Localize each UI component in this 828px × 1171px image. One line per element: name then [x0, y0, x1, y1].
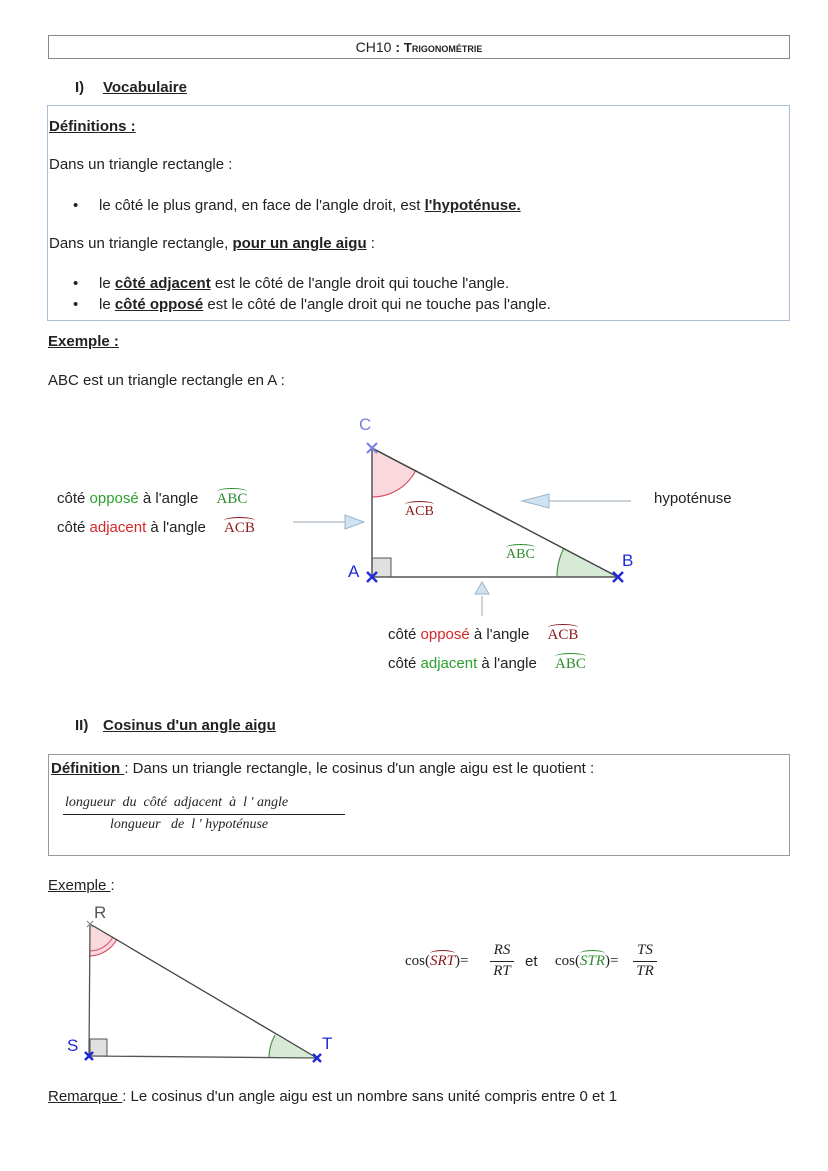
definitions-heading: Définitions :	[49, 118, 136, 135]
cos-str-denominator: TR	[636, 963, 654, 979]
chapter-title: Trigonométrie	[403, 40, 483, 55]
angle-acb-fill	[372, 448, 416, 497]
chapter-separator: :	[391, 39, 404, 55]
section-heading-cosinus	[75, 717, 276, 734]
hypotenuse-label: hypoténuse	[654, 490, 732, 507]
angle-acb-ref: ACB	[224, 520, 255, 536]
point-b-label: B	[622, 551, 634, 570]
left-label-line-2: côté adjacent à l'angle ACB	[57, 519, 255, 536]
cos-str-numerator: TS	[637, 942, 653, 958]
point-t-label: T	[322, 1034, 333, 1053]
bottom-label-line-2: côté adjacent à l'angle ABC	[388, 655, 586, 672]
section-number: II)	[75, 717, 89, 734]
definition-heading: Définition	[51, 760, 125, 777]
definitions-intro-1: Dans un triangle rectangle :	[49, 156, 233, 173]
fraction-denominator: longueur de l ' hypoténuse	[110, 817, 269, 832]
bullet-icon: •	[73, 296, 79, 313]
connector-et: et	[525, 953, 538, 970]
cos-srt-numerator: RS	[493, 942, 511, 958]
cosine-definition-text: Définition : Dans un triangle rectangle, le cosinus d'un angle aigu est le quotient :	[51, 760, 595, 777]
angle-abc-label: ABC	[506, 547, 535, 562]
point-r-label: R	[94, 903, 107, 922]
section-title: Vocabulaire	[103, 79, 187, 96]
left-label-line-1: côté opposé à l'angle ABC	[57, 490, 248, 507]
example-heading: Exemple :	[48, 333, 119, 350]
angle-acb-label: ACB	[405, 504, 434, 519]
fraction-numerator: longueur du côté adjacent à l ' angle	[65, 795, 289, 810]
cos-str-fraction-bar	[633, 961, 657, 962]
section-title: Cosinus d'un angle aigu	[103, 717, 276, 734]
remark: Remarque : Le cosinus d'un angle aigu est un nombre sans unité compris entre 0 et 1	[48, 1088, 618, 1105]
cosine-definition-box	[48, 754, 790, 856]
cos-srt-denominator: RT	[493, 963, 511, 979]
bottom-label-line-1: côté opposé à l'angle ACB	[388, 626, 579, 643]
example-2-heading: Exemple :	[48, 877, 115, 894]
point-a-label: A	[348, 562, 360, 581]
chapter-number: CH10	[355, 39, 392, 55]
angle-str-fill	[269, 1035, 317, 1058]
definitions-intro-2: Dans un triangle rectangle, pour un angle aigu :	[49, 235, 375, 252]
arrow-to-ac	[293, 515, 364, 529]
definition-bullet-adjacent: • le côté adjacent est le côté de l'angle droit qui touche l'angle.	[73, 275, 510, 292]
angle-str: STR	[580, 953, 606, 969]
definition-bullet-oppose: • le côté opposé est le côté de l'angle droit qui ne touche pas l'angle.	[73, 296, 551, 313]
term-angle-aigu: pour un angle aigu	[232, 235, 367, 252]
fraction-bar	[63, 814, 345, 815]
point-c-label: C	[359, 415, 372, 434]
angle-abc-ref-2: ABC	[555, 656, 586, 672]
term-cote-adjacent: côté adjacent	[114, 275, 211, 292]
bullet-icon: •	[73, 275, 79, 292]
cos-formula-str: cos(STR)=	[555, 953, 619, 969]
term-cote-oppose: côté opposé	[114, 296, 204, 313]
arrow-to-hypotenuse	[522, 494, 631, 508]
definition-bullet-hypotenuse: • le côté le plus grand, en face de l'angle droit, est l'hypoténuse.	[73, 197, 521, 214]
point-s-label: S	[67, 1036, 79, 1055]
angle-srt: SRT	[430, 953, 456, 969]
section-number: I)	[75, 79, 85, 96]
term-hypotenuse: l'hypoténuse.	[424, 197, 521, 214]
cos-formula-srt: cos(SRT)=	[405, 953, 469, 969]
remark-heading: Remarque	[48, 1088, 123, 1105]
example-statement: ABC est un triangle rectangle en A :	[48, 372, 285, 389]
cos-srt-fraction-bar	[490, 961, 514, 962]
bullet-icon: •	[73, 197, 79, 214]
angle-acb-ref-2: ACB	[547, 627, 579, 643]
angle-srt-fill	[90, 924, 117, 956]
arrow-to-ab	[475, 582, 489, 616]
angle-abc-ref: ABC	[216, 491, 248, 507]
